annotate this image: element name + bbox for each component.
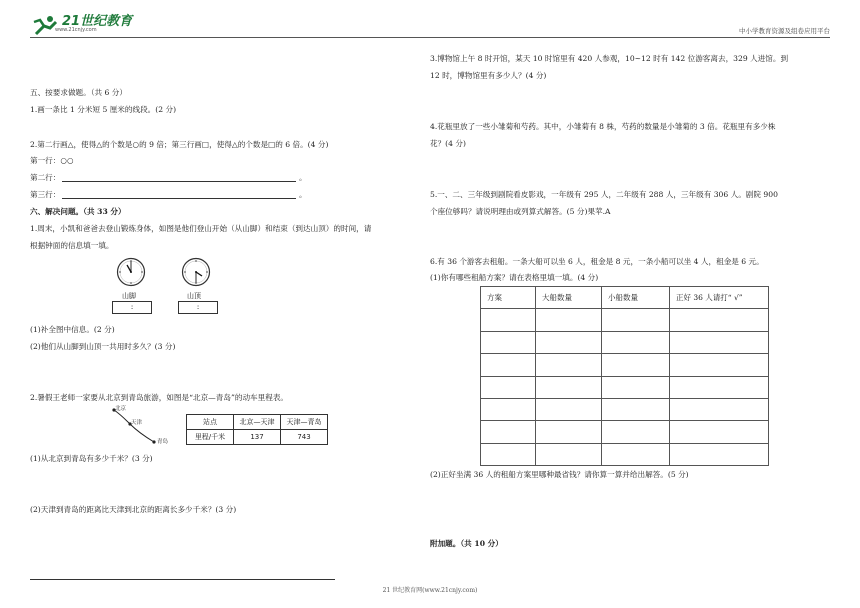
rental-cell[interactable] [536, 354, 602, 376]
rental-cell[interactable] [602, 443, 670, 465]
clock-start-label: 山脚 [122, 292, 136, 300]
section5-title: 五、按要求做题。（共 6 分） [30, 88, 127, 97]
rental-cell[interactable] [670, 398, 769, 420]
row3-label: 第三行： [30, 190, 61, 199]
logo-url: www.21cnjy.com [55, 27, 97, 33]
r-q5-line2: 个座位够吗？请说明理由或列算式解答。(5 分)果苹.A [430, 207, 611, 216]
row2-label: 第二行： [30, 173, 61, 182]
map-qingdao: 青岛 [157, 439, 169, 445]
rental-cell[interactable] [670, 354, 769, 376]
rental-header-cell: 大船数量 [536, 287, 602, 309]
r-q3-line1: 3.博物馆上午 8 时开馆，某天 10 时馆里有 420 人参观，10~12 时有 142 位游客离去，329 人进馆。到 [430, 54, 789, 63]
mileage-cell: 里程/千米 [187, 430, 234, 445]
rental-cell[interactable] [536, 398, 602, 420]
r-q6-line1: 6.有 36 个游客去租船。一条大船可以坐 6 人，租金是 8 元，一条小船可以坐 4 人，租金是 6 元。 [430, 257, 764, 266]
header-divider [30, 37, 830, 38]
rental-cell[interactable] [602, 331, 670, 353]
rental-cell[interactable] [670, 309, 769, 331]
section6-title: 六、解决问题。（共 33 分） [30, 207, 126, 216]
rental-cell[interactable] [481, 376, 536, 398]
rental-cell[interactable] [602, 354, 670, 376]
q6-1-a: (1)补全图中信息。(2 分) [30, 325, 115, 334]
rental-row [481, 376, 769, 398]
r-q3-line2: 12 时，博物馆里有多少人？(4 分) [430, 71, 547, 80]
q6-1-b: (2)他们从山脚到山顶一共用时多久？(3 分) [30, 342, 176, 351]
mileage-data-row [187, 430, 328, 445]
row3-period: 。 [299, 190, 307, 199]
clock-end-time-box[interactable]: : [178, 301, 218, 314]
mileage-header-cell: 北京—天津 [234, 415, 281, 430]
runner-logo-icon [30, 14, 60, 38]
rental-row [481, 354, 769, 376]
rental-cell[interactable] [602, 398, 670, 420]
footer-text: 21 世纪教育网(www.21cnjy.com) [382, 587, 478, 594]
q6-2: 2.暑假王老师一家要从北京到青岛旅游，如图是“北京—青岛”的动车里程表。 [30, 393, 289, 402]
rental-plan-table [480, 286, 769, 466]
rental-cell[interactable] [670, 443, 769, 465]
rental-row [481, 443, 769, 465]
r-q6-b: (2)正好坐满 36 人的租船方案里哪种最省钱？请你算一算并给出解答。(5 分) [430, 470, 689, 479]
bonus-title: 附加题。（共 10 分） [430, 539, 503, 548]
rental-cell[interactable] [670, 331, 769, 353]
row1-label: 第一行：○○ [30, 156, 74, 165]
logo-text: 21世纪教育 [62, 14, 133, 29]
clock-end-icon [181, 257, 211, 287]
platform-name: 中小学教育资源及组卷应用平台 [739, 27, 830, 35]
row3-answer-line [62, 198, 296, 199]
q5-1: 1.画一条比 1 分米短 5 厘米的线段。(2 分) [30, 105, 177, 114]
row2-answer-line [62, 181, 296, 182]
r-q4-line2: 花？(4 分) [430, 139, 466, 148]
rental-row [481, 309, 769, 331]
mileage-cell: 137 [234, 430, 281, 445]
clock-start-icon [116, 257, 146, 287]
rental-cell[interactable] [536, 331, 602, 353]
rental-cell[interactable] [670, 376, 769, 398]
rental-row [481, 331, 769, 353]
rental-header-cell: 正好 36 人请打“ √” [670, 287, 769, 309]
footer-divider [30, 579, 335, 580]
mileage-cell: 743 [281, 430, 328, 445]
rental-cell[interactable] [481, 309, 536, 331]
q6-2-b: (2)天津到青岛的距离比天津到北京的距离长多少千米？(3 分) [30, 505, 237, 514]
rental-cell[interactable] [481, 443, 536, 465]
clock-start-time-box[interactable]: : [112, 301, 152, 314]
rental-cell[interactable] [602, 421, 670, 443]
rental-cell[interactable] [481, 354, 536, 376]
rental-cell[interactable] [670, 421, 769, 443]
r-q4-line1: 4.花瓶里放了一些小雏菊和芍药。其中，小雏菊有 8 株，芍药的数量是小雏菊的 3 倍。花瓶里有多少株 [430, 122, 776, 131]
q5-2: 2.第二行画△，使得△的个数是○的 9 倍；第三行画□，使得△的个数是□的 6 倍。(4 分) [30, 140, 329, 149]
mileage-table [186, 414, 328, 445]
rental-cell[interactable] [536, 443, 602, 465]
rental-cell[interactable] [602, 309, 670, 331]
mileage-header-row [187, 415, 328, 430]
rental-row [481, 421, 769, 443]
map-tianjin: 天津 [131, 420, 143, 426]
rental-cell[interactable] [602, 376, 670, 398]
rental-cell[interactable] [536, 309, 602, 331]
mileage-header-cell: 站点 [187, 415, 234, 430]
rental-header-cell: 小船数量 [602, 287, 670, 309]
rental-cell[interactable] [481, 331, 536, 353]
rental-header-row [481, 287, 769, 309]
rental-header-cell: 方案 [481, 287, 536, 309]
r-q6-a: (1)你有哪些租船方案？请在表格里填一填。(4 分) [430, 273, 599, 282]
q6-1-line1: 1.周末，小凯和爸爸去登山锻炼身体，如图是他们登山开始（从山脚）和结束（到达山顶）的时间，请 [30, 224, 372, 233]
q6-2-a: (1)从北京到青岛有多少千米？(3 分) [30, 454, 153, 463]
r-q5-line1: 5.一、二、三年级到剧院看皮影戏，一年级有 295 人，二年级有 288 人，三年级有 306 人。剧院 900 [430, 190, 778, 199]
rental-cell[interactable] [536, 376, 602, 398]
row2-period: 。 [299, 173, 307, 182]
mileage-header-cell: 天津—青岛 [281, 415, 328, 430]
rental-cell[interactable] [536, 421, 602, 443]
q6-1-line2: 根据钟面的信息填一填。 [30, 241, 114, 250]
map-beijing: 北京 [115, 406, 127, 412]
rental-cell[interactable] [481, 421, 536, 443]
rental-cell[interactable] [481, 398, 536, 420]
clock-end-label: 山顶 [187, 292, 201, 300]
rental-row [481, 398, 769, 420]
